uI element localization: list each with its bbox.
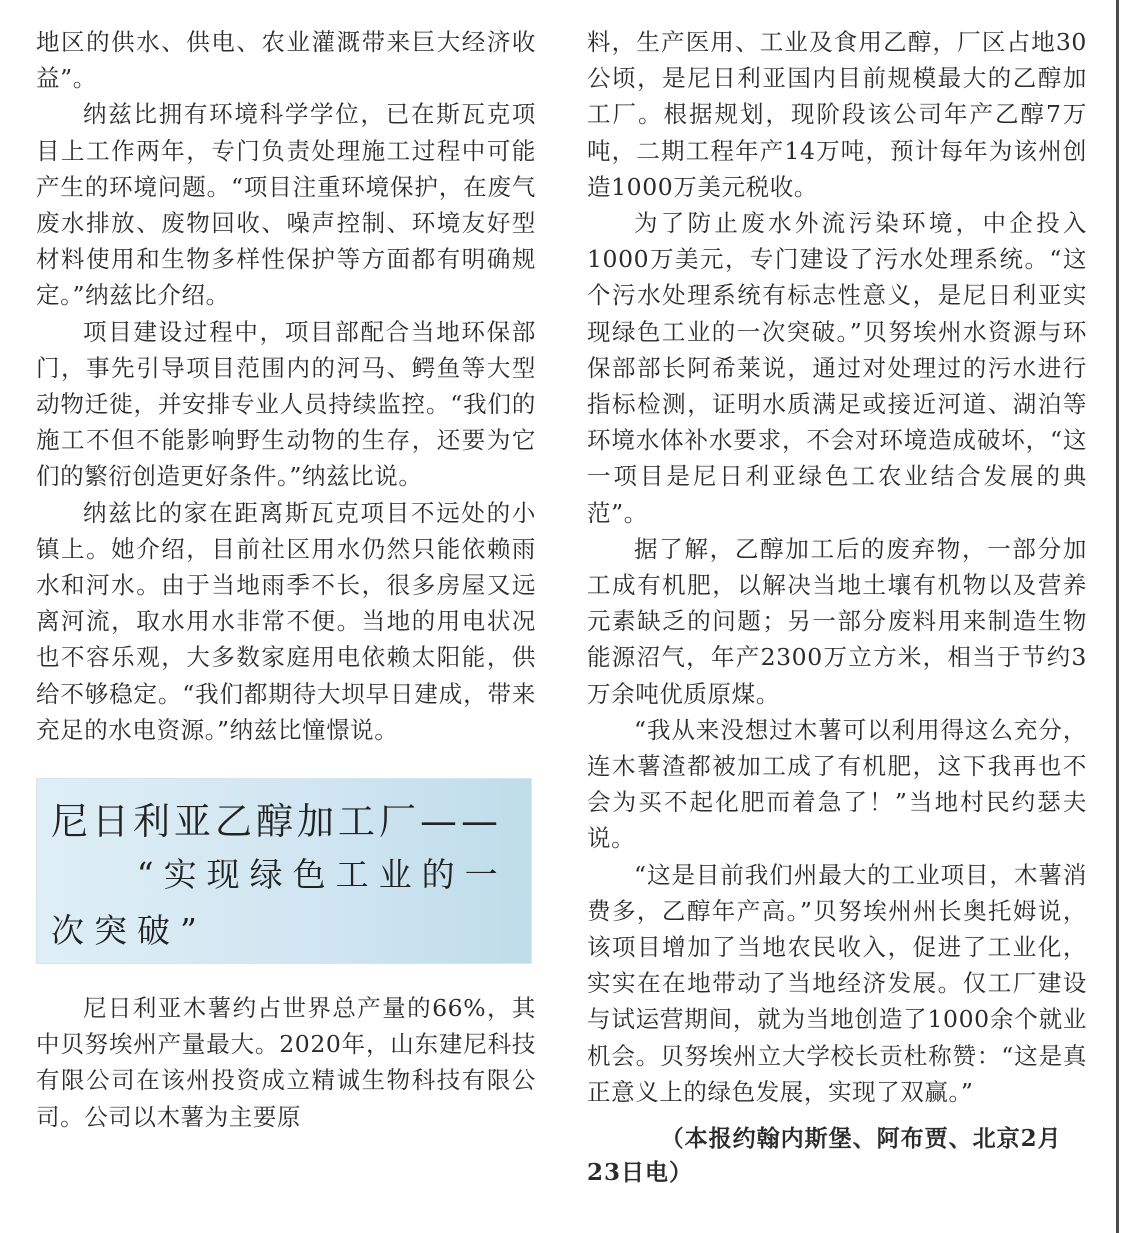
paragraph: 尼日利亚木薯约占世界总产量的66%，其中贝努埃州产量最大。2020年，山东建尼科技有限公司在该州投资成立精诚生物科技有限公司。公司以木薯为主要原 — [36, 994, 536, 1131]
paragraph: 为了防止废水外流污染环境，中企投入1000万美元，专门建设了污水处理系统。“这个污水处理系统有标志性意义，是尼日利亚实现绿色工业的一次突破。”贝努埃州水资源与环保部部长阿希莱说，通过对处理过的污水进行指标检测，证明水质满足或接近河道、湖泊等环境水体补水要求，不会对环境造成破坏，“这一项目是尼日利亚绿色工农业结合发展的典范”。 — [587, 209, 1087, 527]
right-column — [587, 24, 1087, 1190]
section-headline-subtitle: “实现绿色工业的一 — [136, 855, 508, 895]
paragraph: “我从来没想过木薯可以利用得这么充分，连木薯渣都被加工成了有机肥，这下我再也不会为买不起化肥而着急了！”当地村民约瑟夫说。 — [587, 715, 1087, 853]
paragraph: 纳兹比拥有环境科学学位，已在斯瓦克项目上工作两年，专门负责处理施工过程中可能产生的环境问题。“项目注重环境保护，在废气废水排放、废物回收、噪声控制、环境友好型材料使用和生物多样性保护等方面都有明确规定。”纳兹比介绍。 — [36, 100, 536, 310]
section-headline: 尼日利亚乙醇加工厂—— — [51, 800, 502, 844]
left-column — [36, 24, 536, 1135]
dateline: （本报约翰内斯堡、阿布贾、北京2月23日电） — [587, 1125, 1062, 1187]
paragraph: 料，生产医用、工业及食用乙醇，厂区占地30公顷，是尼日利亚国内目前规模最大的乙醇加工厂。根据规划，现阶段该公司年产乙醇7万吨，二期工程年产14万吨，预计每年为该州创造1000万美元税收。 — [587, 28, 1087, 201]
paragraph: 据了解，乙醇加工后的废弃物，一部分加工成有机肥，以解决当地土壤有机物以及营养元素缺乏的问题；另一部分废料用来制造生物能源沼气，年产2300万立方米，相当于节约3万余吨优质原煤。 — [587, 534, 1087, 708]
paragraph: 地区的供水、供电、农业灌溉带来巨大经济收益”。 — [36, 28, 536, 93]
paragraph: 纳兹比的家在距离斯瓦克项目不远处的小镇上。她介绍，目前社区用水仍然只能依赖雨水和河水。由于当地雨季不长，很多房屋又远离河流，取水用水非常不便。当地的用电状况也不容乐观，大多数家庭用电依赖太阳能，供给不够稳定。“我们都期待大坝早日建成，带来充足的水电资源。”纳兹比憧憬说。 — [36, 498, 536, 744]
paragraph: 项目建设过程中，项目部配合当地环保部门，事先引导项目范围内的河马、鳄鱼等大型动物迁徙，并安排专业人员持续监控。“我们的施工不但不能影响野生动物的生存，还要为它们的繁衍创造更好条件。”纳兹比说。 — [36, 317, 536, 491]
page-edge-rule — [1116, 0, 1119, 1233]
section-headline-box — [36, 778, 532, 964]
paragraph: “这是目前我们州最大的工业项目，木薯消费多，乙醇年产高。”贝努埃州州长奥托姆说，该项目增加了当地农民收入，促进了工业化，实实在在地带动了当地经济发展。仅工厂建设与试运营期间，就为当地创造了1000余个就业机会。贝努埃州立大学校长贡杜称赞：“这是真正意义上的绿色发展，实现了双赢。” — [587, 860, 1087, 1106]
section-headline-subtitle: 次突破” — [51, 911, 207, 951]
